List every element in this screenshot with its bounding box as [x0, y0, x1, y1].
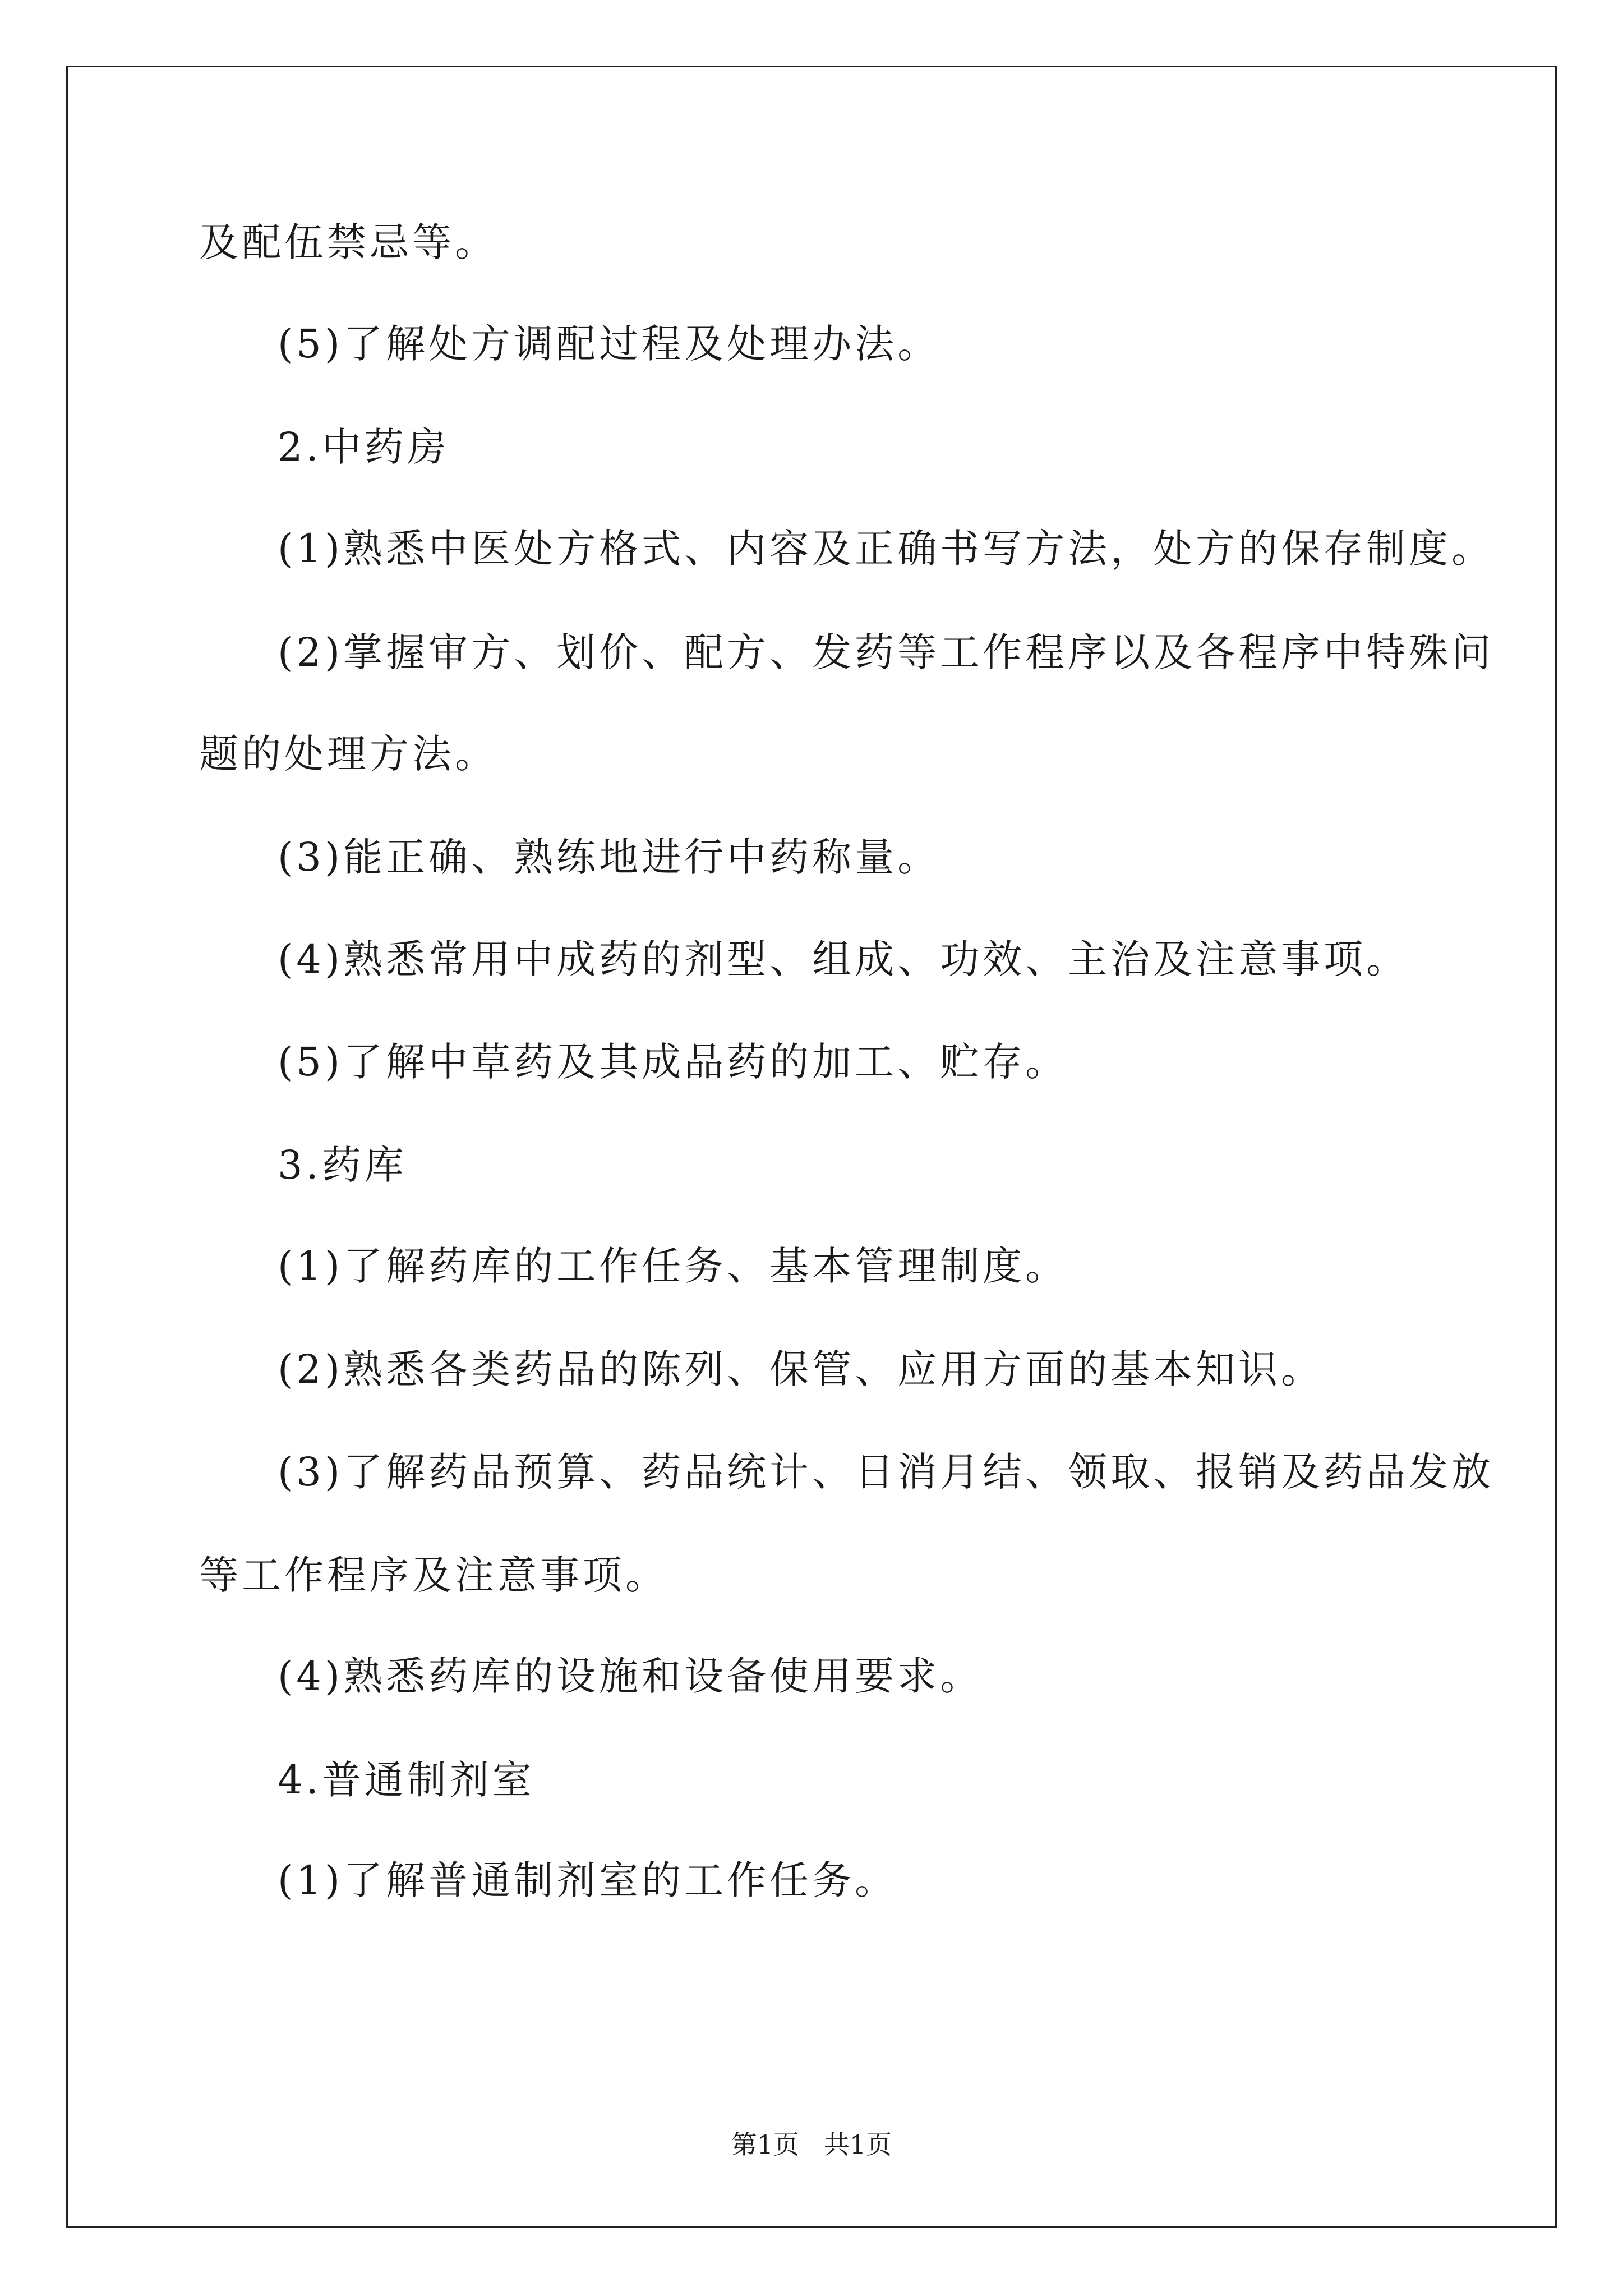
text-line: (2)熟悉各类药品的陈列、保管、应用方面的基本知识。	[278, 1346, 1324, 1392]
section-heading: 3.药库	[278, 1142, 407, 1188]
text-line: (2)掌握审方、划价、配方、发药等工作程序以及各程序中特殊问	[278, 629, 1495, 675]
text-line: (1)了解药库的工作任务、基本管理制度。	[278, 1243, 1068, 1289]
text-line: (1)熟悉中医处方格式、内容及正确书写方法，处方的保存制度。	[278, 526, 1495, 572]
text-line: (4)熟悉药库的设施和设备使用要求。	[278, 1653, 983, 1699]
text-line: (1)了解普通制剂室的工作任务。	[278, 1857, 898, 1903]
text-line: (4)熟悉常用中成药的剂型、组成、功效、主治及注意事项。	[278, 936, 1409, 982]
page-number-footer: 第1页 共1页	[731, 2129, 892, 2160]
text-line: (5)了解处方调配过程及处理办法。	[278, 321, 940, 367]
text-line: 等工作程序及注意事项。	[199, 1552, 668, 1598]
text-line: (3)能正确、熟练地进行中药称量。	[278, 834, 940, 880]
section-heading: 4.普通制剂室	[278, 1757, 535, 1803]
text-line: 题的处理方法。	[199, 731, 497, 777]
text-line: (3)了解药品预算、药品统计、日消月结、领取、报销及药品发放	[278, 1449, 1495, 1495]
text-line: 及配伍禁忌等。	[199, 219, 497, 265]
text-line: (5)了解中草药及其成品药的加工、贮存。	[278, 1039, 1068, 1085]
section-heading: 2.中药房	[278, 424, 450, 470]
